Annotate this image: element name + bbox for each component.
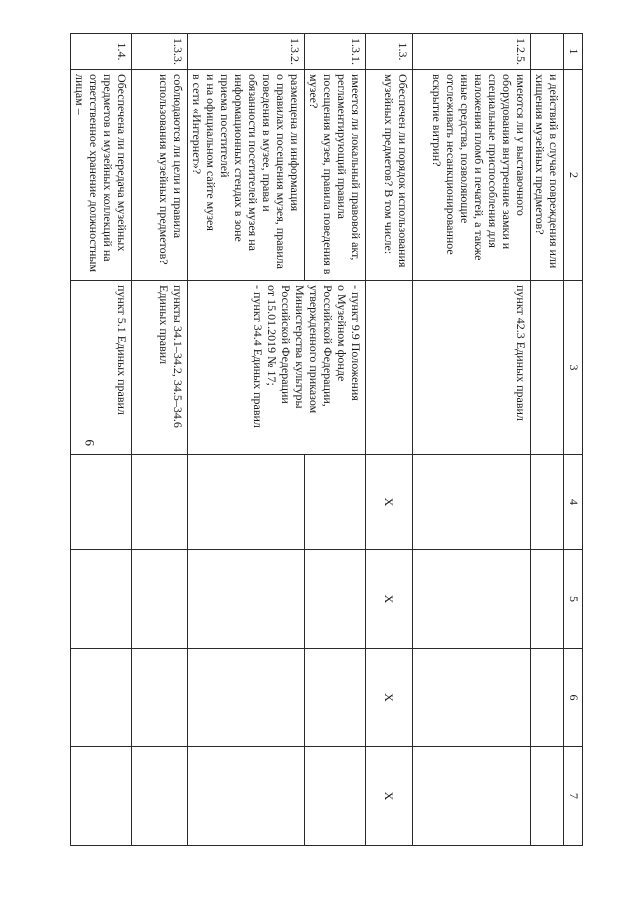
question-text: Обеспечена ли передача музейных предметов и музейных коллекций на ответственное хранение должностным лицам – xyxy=(71,70,132,281)
answer-cell xyxy=(413,550,531,649)
question-text: имеются ли у выставочного оборудования внутренние замки и специальные приспособления для наложения пломб и печатей, а также иные средства, позволяющие отслеживать несанкционированное вскрытие витрин? xyxy=(413,70,531,281)
answer-cell xyxy=(71,455,132,550)
table-row xyxy=(366,34,413,846)
question-text: размещена ли информация о правилах посещения музея, правила поведения в музее, права и обязанности посетителей музея на информационных стендах в зоне приема посетителей и на официальном сайте музея в сети «Интернет»? xyxy=(188,70,305,281)
answer-cell xyxy=(531,550,564,649)
answer-cell xyxy=(132,747,188,846)
question-text: имеется ли локальный правовой акт, регламентирующий правила посещения музея, правила поведения в музее? xyxy=(305,70,366,281)
checklist-table xyxy=(70,33,583,846)
column-header-3: 3 xyxy=(564,281,583,455)
check-mark: X xyxy=(366,455,413,550)
check-mark: X xyxy=(366,550,413,649)
answer-cell xyxy=(305,649,366,747)
answer-cell xyxy=(305,550,366,649)
row-number: 1.3.2. xyxy=(188,34,305,70)
answer-cell xyxy=(188,747,305,846)
row-number: 1.2.5. xyxy=(413,34,531,70)
row-number xyxy=(531,34,564,70)
answer-cell xyxy=(531,747,564,846)
legal-reference xyxy=(531,281,564,455)
answer-cell xyxy=(71,747,132,846)
question-text: Обеспечен ли порядок использования музейных предметов? В том числе: xyxy=(366,70,413,281)
table-row xyxy=(305,34,366,846)
table-row xyxy=(413,34,531,846)
row-number: 1.4. xyxy=(71,34,132,70)
table-row xyxy=(132,34,188,846)
column-header-7: 7 xyxy=(564,747,583,846)
answer-cell xyxy=(71,649,132,747)
answer-cell xyxy=(188,649,305,747)
column-header-4: 4 xyxy=(564,455,583,550)
row-number: 1.3.1. xyxy=(305,34,366,70)
legal-reference: - пункт 9.9 Положения о Музейном фонде Российской Федерации, утвержденного приказом Министерства культуры Российской Федерации от 15.01.2019 № 17; - пункт 34.4 Единых правил xyxy=(188,281,366,455)
question-text: и действий в случае повреждения или хищения музейных предметов? xyxy=(531,70,564,281)
table-row xyxy=(531,34,564,846)
checklist-table-frame xyxy=(73,33,583,845)
answer-cell xyxy=(71,550,132,649)
answer-cell xyxy=(531,455,564,550)
column-header-1: 1 xyxy=(564,34,583,70)
column-header-6: 6 xyxy=(564,649,583,747)
header-row xyxy=(564,34,583,846)
answer-cell xyxy=(132,550,188,649)
check-mark: X xyxy=(366,747,413,846)
legal-reference: пункт 42.3 Единых правил xyxy=(413,281,531,455)
row-number: 1.3.3. xyxy=(132,34,188,70)
legal-reference: пункт 5.1 Единых правил xyxy=(71,281,132,455)
answer-cell xyxy=(413,455,531,550)
answer-cell xyxy=(132,455,188,550)
answer-cell xyxy=(132,649,188,747)
row-number: 1.3. xyxy=(366,34,413,70)
legal-reference: пункты 34.1–34.2, 34.5–34.6 Единых правил xyxy=(132,281,188,455)
legal-reference xyxy=(366,281,413,455)
answer-cell xyxy=(188,455,305,550)
check-mark: X xyxy=(366,649,413,747)
answer-cell xyxy=(413,747,531,846)
column-header-5: 5 xyxy=(564,550,583,649)
table-row xyxy=(71,34,132,846)
page-number: 9 xyxy=(82,439,97,446)
column-header-2: 2 xyxy=(564,70,583,281)
answer-cell xyxy=(531,649,564,747)
answer-cell xyxy=(305,455,366,550)
answer-cell xyxy=(188,550,305,649)
question-text: соблюдаются ли цели и правила использования музейных предметов? xyxy=(132,70,188,281)
answer-cell xyxy=(413,649,531,747)
answer-cell xyxy=(305,747,366,846)
